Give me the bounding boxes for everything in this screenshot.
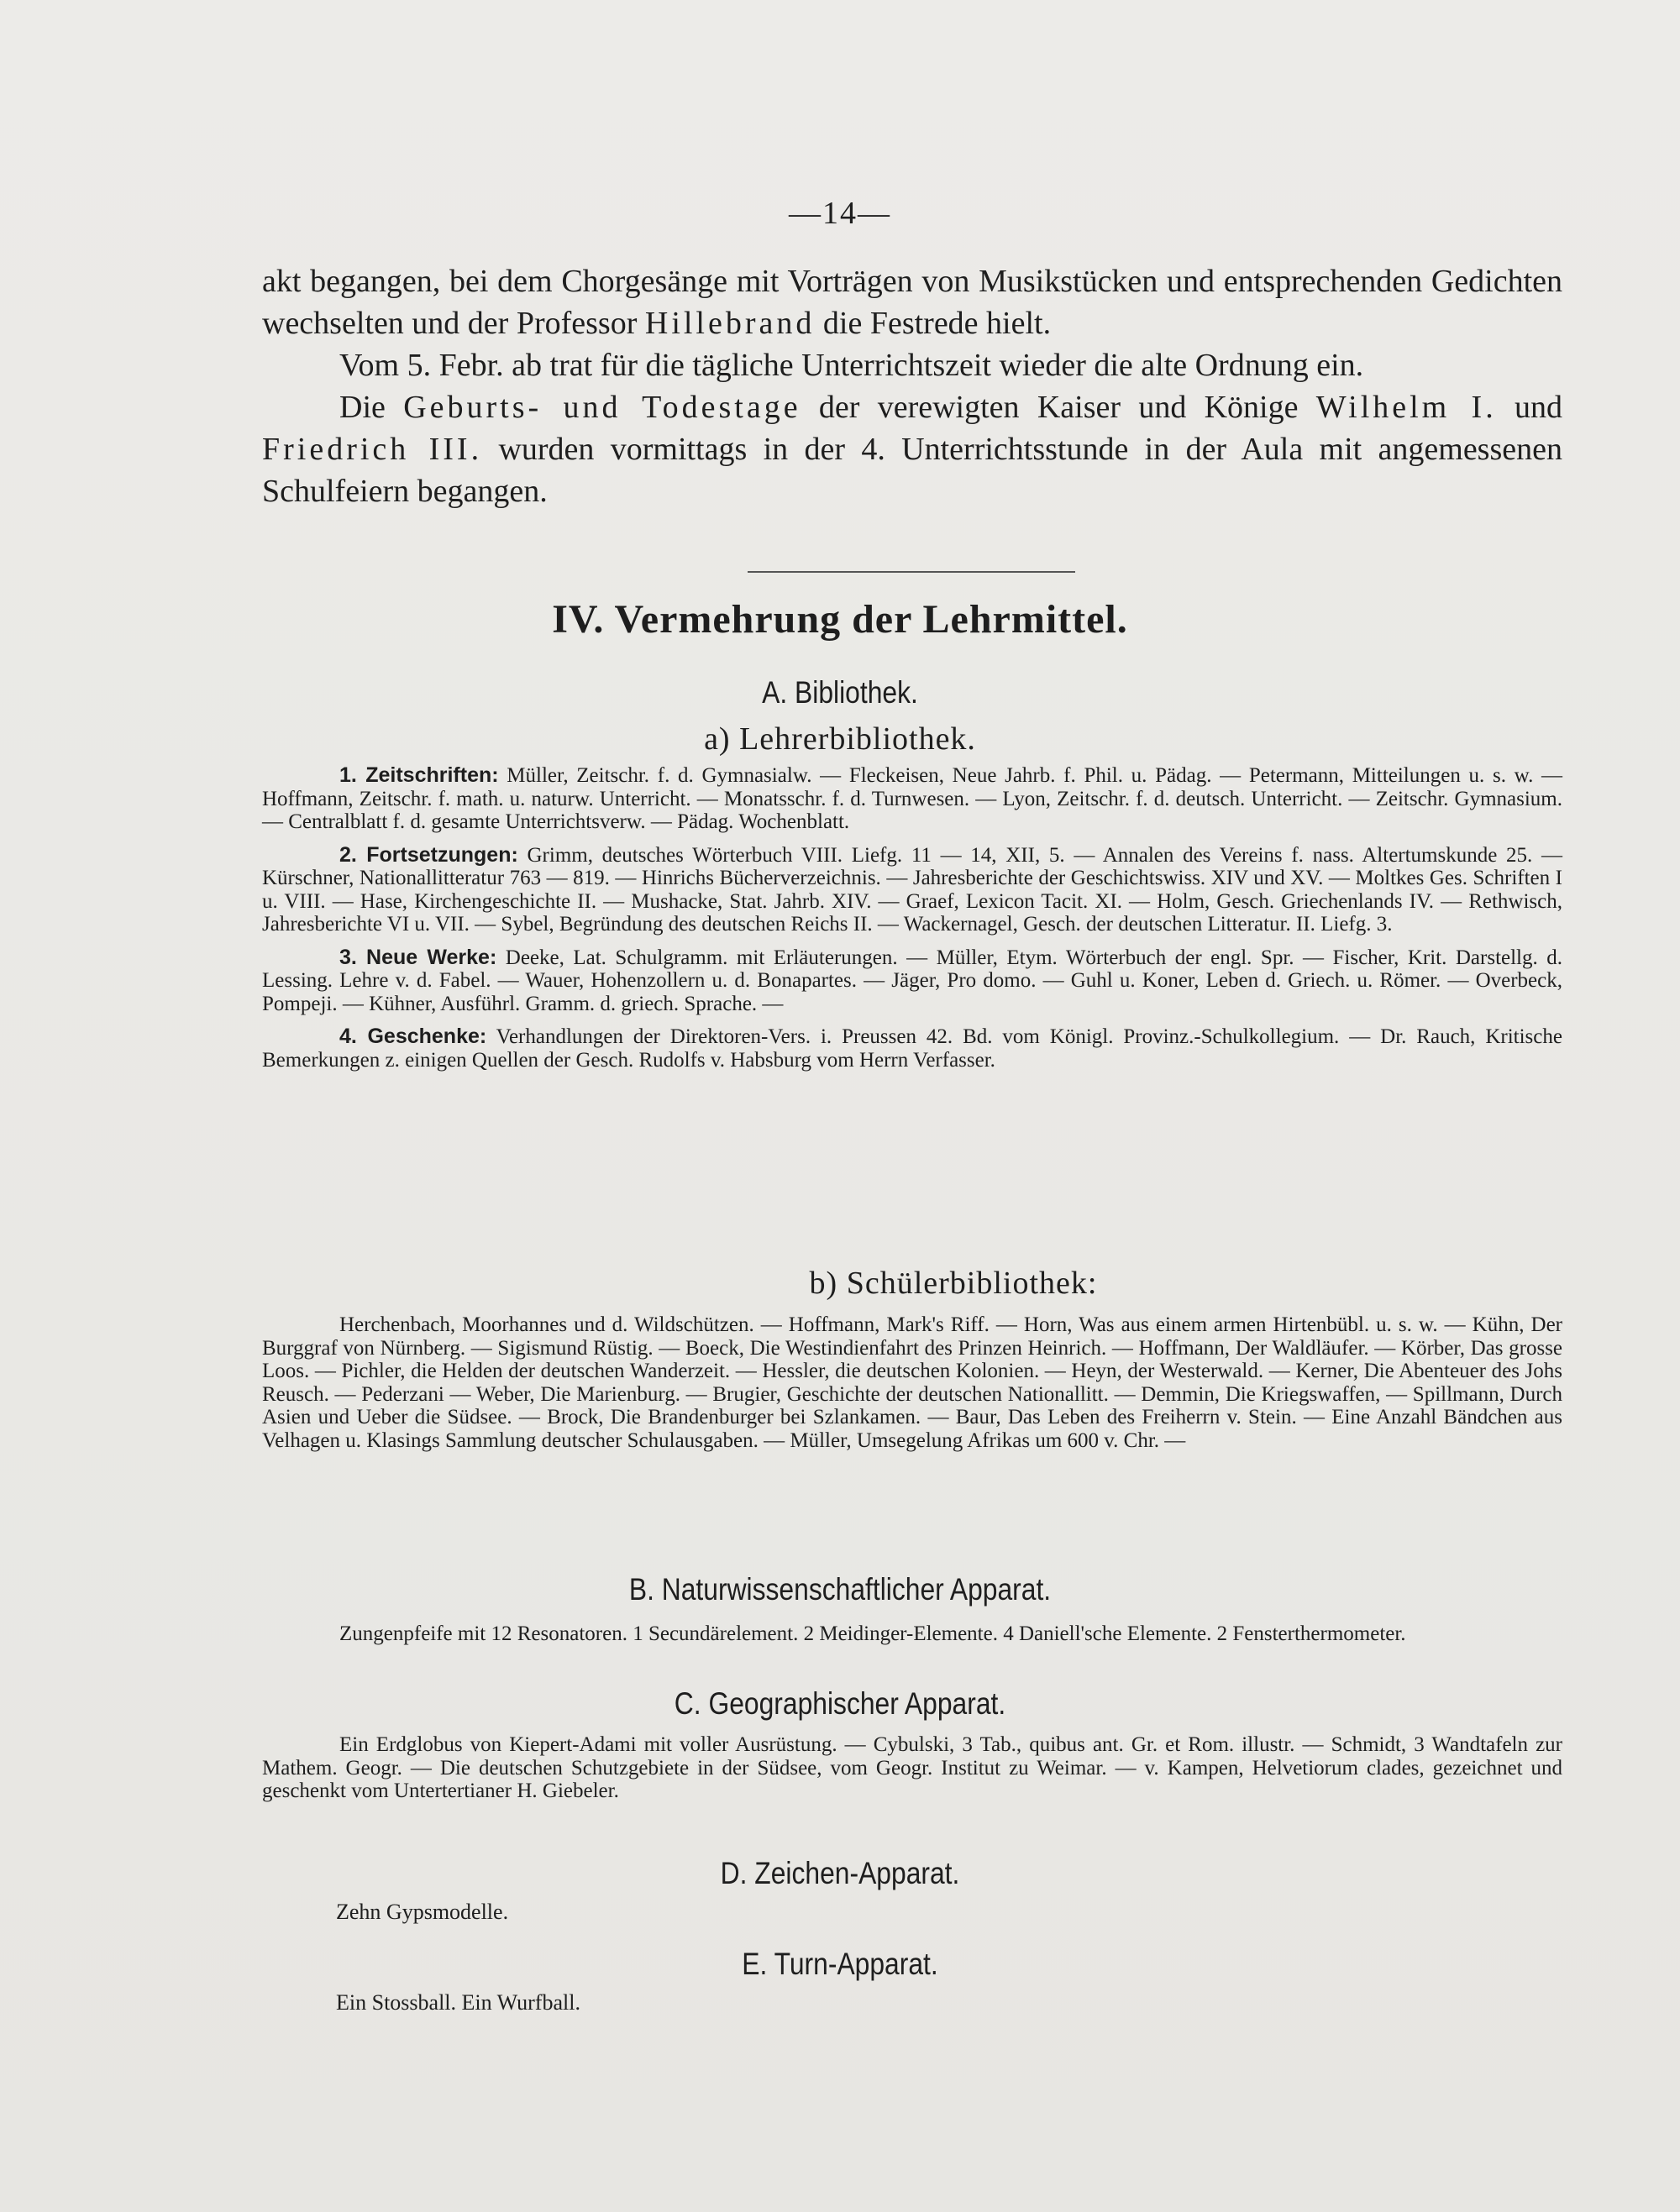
zeichen-text: Zehn Gypsmodelle.	[336, 1900, 509, 1924]
lehrerbibliothek-heading: a) Lehrerbibliothek.	[704, 721, 976, 757]
intro-paragraph-2: Vom 5. Febr. ab trat für die tägliche Unterrichtszeit wieder die alte Ordnung ein.	[339, 348, 1364, 383]
list-item: 3. Neue Werke: Deeke, Lat. Schulgramm. mit Erläuterungen. — Müller, Etym. Wörterbuch der engl. Spr. — Fischer, Krit. Darstellg. d. Lessing. Lehre v. d. Fabel. — Wauer, Hohenzollern u. d. Bonapartes. — Jäger, Pro domo. — Guhl u. Koner, Leben d. Griech. u. Römer. — Overbeck, Pompeji. — Kühner, Ausführl. Gramm. d. griech. Sprache. —	[262, 945, 1562, 1015]
intro-paragraph-1: akt begangen, bei dem Chorgesänge mit Vorträgen von Musikstücken und entsprechenden Gedichten wechselten und der Professor Hillebrand die Festrede hielt.	[262, 264, 1562, 341]
list-item: 2. Fortsetzungen: Grimm, deutsches Wörterbuch VIII. Liefg. 11 — 14, XII, 5. — Annalen des Vereins f. nass. Altertumskunde 25. — Kürschner, Nationallitteratur 763 — 819. — Hinrichs Bücherverzeichnis. — Jahresberichte der Geschichtswiss. XIV und XV. — Moltkes Ges. Schriften I u. VIII. — Hase, Kirchengeschichte II. — Mushacke, Stat. Jahrb. XIV. — Graef, Lexicon Tacit. XI. — Holm, Gesch. Griechenlands IV. — Rethwisch, Jahresberichte VI u. VII. — Sybel, Begründung des deutschen Reichs II. — Wackernagel, Gesch. der deutschen Litteratur. II. Liefg. 3.	[262, 842, 1562, 936]
naturwiss-heading: B. Naturwissenschaftlicher Apparat.	[628, 1572, 1052, 1607]
turn-heading: E. Turn-Apparat.	[742, 1947, 938, 1981]
list-item: 4. Geschenke: Verhandlungen der Direktoren-Vers. i. Preussen 42. Bd. vom Königl. Provinz.-Schulkollegium. — Dr. Rauch, Kritische Bemerkungen z. einigen Quellen der Gesch. Rudolfs v. Habsburg vom Herrn Verfasser.	[262, 1025, 1562, 1072]
schuelerbibliothek-text: Herchenbach, Moorhannes und d. Wildschützen. — Hoffmann, Mark's Riff. — Horn, Was aus einem armen Hirtenbübl. u. s. w. — Kühn, Der Burggraf von Nürnberg. — Sigismund Rüstig. — Boeck, Die Westindienfahrt des Prinzen Heinrich. — Hoffmann, Der Waldläufer. — Körber, Das grosse Loos. — Pichler, die Helden der deutschen Wanderzeit. — Hessler, die deutschen Kolonien. — Heyn, der Westerwald. — Kerner, Die Abenteuer des Johs Reusch. — Pederzani — Weber, Die Marienburg. — Brugier, Geschichte der deutschen Nationallitt. — Demmin, Die Kriegswaffen, — Spillmann, Durch Asien und Ueber die Südsee. — Brock, Die Brandenburger bei Szlankamen. — Baur, Das Leben des Freiherrn v. Stein. — Eine Anzahl Bändchen aus Velhagen u. Klasings Sammlung deutscher Schulausgaben. — Müller, Umsegelung Afrikas um 600 v. Chr. —	[262, 1313, 1562, 1452]
bibliothek-heading: A. Bibliothek.	[762, 675, 918, 710]
page-number: —14—	[789, 196, 891, 231]
intro-text	[262, 260, 1562, 512]
section-title: IV. Vermehrung der Lehrmittel.	[552, 597, 1128, 642]
turn-text: Ein Stossball. Ein Wurfball.	[336, 1990, 580, 2015]
intro-paragraph-3: Die Geburts- und Todestage der verewigten Kaiser und Könige Wilhelm I. und Friedrich III. wurden vormittags in der 4. Unterrichtsstunde in der Aula mit angemessenen Schulfeiern begangen.	[262, 390, 1563, 509]
section-divider	[748, 571, 1075, 573]
geographisch-text: Ein Erdglobus von Kiepert-Adami mit voller Ausrüstung. — Cybulski, 3 Tab., quibus ant. Gr. et Rom. illustr. — Schmidt, 3 Wandtafeln zur Mathem. Geogr. — Die deutschen Schutzgebiete in der Südsee, vom Geogr. Institut zu Weimar. — v. Kampen, Helvetiorum clades, gezeichnet und geschenkt vom Untertertianer H. Giebeler.	[262, 1733, 1562, 1802]
lehrerbibliothek-list	[262, 764, 1562, 1072]
naturwiss-text: Zungenpfeife mit 12 Resonatoren. 1 Secundärelement. 2 Meidinger-Elemente. 4 Daniell'sche Elemente. 2 Fensterthermometer.	[339, 1622, 1406, 1645]
geographisch-heading: C. Geographischer Apparat.	[674, 1686, 1006, 1721]
schuelerbibliothek-heading: b) Schülerbibliothek:	[809, 1266, 1098, 1301]
list-item: 1. Zeitschriften: Müller, Zeitschr. f. d. Gymnasialw. — Fleckeisen, Neue Jahrb. f. Phil. u. Pädag. — Petermann, Mitteilungen u. s. w. — Hoffmann, Zeitschr. f. math. u. naturw. Unterricht. — Monatsschr. f. d. Turnwesen. — Lyon, Zeitschr. f. d. deutsch. Unterricht. — Zeitschr. Gymnasium. — Centralblatt f. d. gesamte Unterrichtsverw. — Pädag. Wochenblatt.	[262, 763, 1563, 833]
zeichen-heading: D. Zeichen-Apparat.	[720, 1856, 960, 1890]
